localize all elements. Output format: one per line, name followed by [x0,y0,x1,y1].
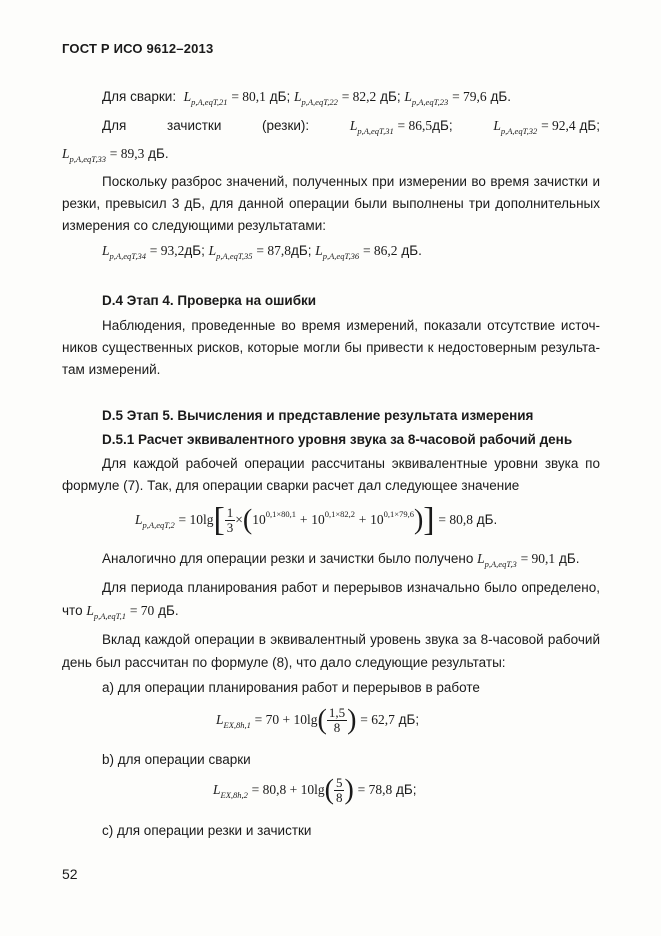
fraction-denominator: 8 [333,719,341,735]
paragraph-line: Наблюдения, проведенные во время измерений, показали отсутствие источ- [102,318,600,333]
paragraph-text: Аналогично для операции резки и зачистки было получено [102,551,474,566]
power-base: 10 [311,512,325,527]
paragraph-line: формуле (7). Так, для операции сварки расчет дал следующее значение [62,478,520,493]
unit-label: дБ. [158,603,179,618]
level-subscript: p,A,eqT,22 [301,97,338,107]
paragraph-line: ников существенных рисков, которые могли бы привести к недостоверным результа- [62,340,600,355]
power-base: 10 [252,512,266,527]
plus-sign: + [299,512,308,527]
paragraph-line: день был рассчитан по формуле (8), что дало следующие результаты: [62,655,506,670]
level-subscript: p,A,eqT,2 [142,520,175,530]
level-symbol: L [404,89,412,104]
formula-eq: = 10lg [178,512,214,527]
level-subscript: EX,8h,2 [220,790,248,800]
bracket-open: [ [213,501,225,539]
paragraph-line: Поскольку разброс значений, полученных при измерении во время зачистки и [102,174,600,189]
paren-open: ( [324,774,334,806]
level-value: = 79,6 [452,89,487,104]
unit-label: дБ; [184,243,205,258]
bracket-close: ] [423,501,435,539]
unit-label: дБ; [579,118,600,133]
section-heading-d51: D.5.1 Расчет эквивалентного уровня звука за 8-часовой рабочий день [102,432,573,447]
times-sign: × [235,512,243,527]
formula-eq: = 70 + 10lg [254,712,318,727]
formula-welding-contribution [213,770,416,810]
fraction-numerator: 1 [226,504,234,520]
fraction-numerator: 1,5 [328,704,346,720]
formula-result: = 78,8 [357,782,393,797]
level-symbol: L [213,782,221,797]
level-value: = 70 [129,603,155,618]
cleaning-word: Для [102,118,127,133]
level-symbol: L [183,89,192,104]
document-header: ГОСТ Р ИСО 9612–2013 [62,41,214,56]
level-value: = 93,2 [149,243,185,258]
plus-sign: + [358,512,367,527]
unit-label: дБ. [401,243,422,258]
section-heading-d5: D.5 Этап 5. Вычисления и представление результата измерения [102,408,534,423]
paragraph-line: там измерений. [62,362,161,377]
additional-values-line [102,243,422,260]
paren-close: ) [347,704,357,736]
level-symbol: L [349,118,358,133]
section-heading-d4: D.4 Этап 4. Проверка на ошибки [102,293,317,308]
list-item-c: c) для операции резки и зачистки [102,823,312,838]
level-value: = 86,2 [362,243,398,258]
formula-result: = 62,7 [360,712,395,727]
power-exponent: 0,1×82,2 [324,509,355,519]
level-subscript: p,A,eqT,34 [109,251,146,261]
power-exponent: 0,1×79,6 [383,509,414,519]
level-subscript: p,A,eqT,33 [69,154,106,164]
level-symbol: L [315,243,323,258]
paragraph-line: Для каждой рабочей операции рассчитаны эквивалентные уровни звука по [102,456,600,471]
list-item-b: b) для операции сварки [102,752,251,767]
unit-label: дБ. [148,146,169,161]
unit-label: дБ. [490,89,511,104]
unit-label: дБ; [269,89,291,104]
welding-values-line [102,89,511,106]
paragraph-line: измерения со следующими результатами: [62,218,326,233]
paren-open: ( [242,504,253,536]
level-value: = 87,8 [256,243,291,258]
level-subscript: EX,8h,1 [223,720,251,730]
level-symbol: L [293,89,302,104]
unit-label: дБ; [398,712,420,727]
formula-planning [216,700,419,740]
welding-label: Для сварки: [102,89,177,104]
level-subscript: p,A,eqT,1 [93,611,127,621]
planning-value-line [62,603,179,620]
unit-label: дБ; [290,243,312,258]
power-exponent: 0,1×80,1 [265,509,297,519]
cleaning-word: (резки): [262,118,310,133]
fraction [334,776,345,805]
level-symbol: L [208,243,217,258]
level-symbol: L [86,603,94,618]
level-subscript: p,A,eqT,3 [484,559,517,569]
level-value: = 82,2 [341,89,377,104]
level-value: = 89,3 [109,146,145,161]
paragraph-line: Для периода планирования работ и перерывов изначально было определено, [102,580,600,595]
paragraph-line: резки, превысил 3 дБ, для данной операции были выполнены три дополнительных [62,196,600,211]
level-symbol: L [493,118,501,133]
fraction [225,506,236,535]
level-subscript: p,A,eqT,36 [322,251,360,261]
fraction [327,706,347,735]
unit-label: дБ. [558,551,580,566]
level-symbol: L [135,512,143,527]
level-symbol: L [62,146,70,161]
cut-result-line [102,551,579,568]
level-symbol: L [102,243,110,258]
paren-open: ( [317,704,327,736]
unit-label: дБ; [432,118,453,133]
level-symbol: L [477,551,485,566]
cleaning-values-line [102,118,600,135]
fraction-numerator: 5 [335,774,343,790]
power-base: 10 [370,512,384,527]
level-subscript: p,A,eqT,23 [411,97,449,107]
level-subscript: p,A,eqT,32 [500,126,538,136]
cleaning-word: зачистки [167,118,222,133]
fraction-denominator: 8 [335,789,343,805]
level-value: = 80,1 [231,89,266,104]
level-symbol: L [216,712,224,727]
level-value: = 90,1 [520,551,556,566]
cleaning-values-line-2 [62,146,169,163]
level-value: = 92,4 [541,118,576,133]
paragraph-text: что [62,603,83,618]
paren-close: ) [413,504,424,536]
unit-label: дБ. [476,512,498,527]
page-number: 52 [62,866,78,882]
unit-label: дБ; [395,782,417,797]
fraction-denominator: 3 [226,519,234,535]
level-value: = 86,5 [397,118,433,133]
list-item-a: a) для операции планирования работ и перерывов в работе [102,680,480,695]
level-subscript: p,A,eqT,35 [216,251,253,261]
formula-result: = 80,8 [438,512,473,527]
paren-close: ) [344,774,354,806]
formula-welding [135,502,497,538]
level-subscript: p,A,eqT,31 [357,126,394,136]
unit-label: дБ; [380,89,401,104]
level-subscript: p,A,eqT,21 [191,97,228,107]
paragraph-line: Вклад каждой операции в эквивалентный уровень звука за 8-часовой рабочий [102,632,600,647]
formula-eq: = 80,8 + 10lg [251,782,325,797]
